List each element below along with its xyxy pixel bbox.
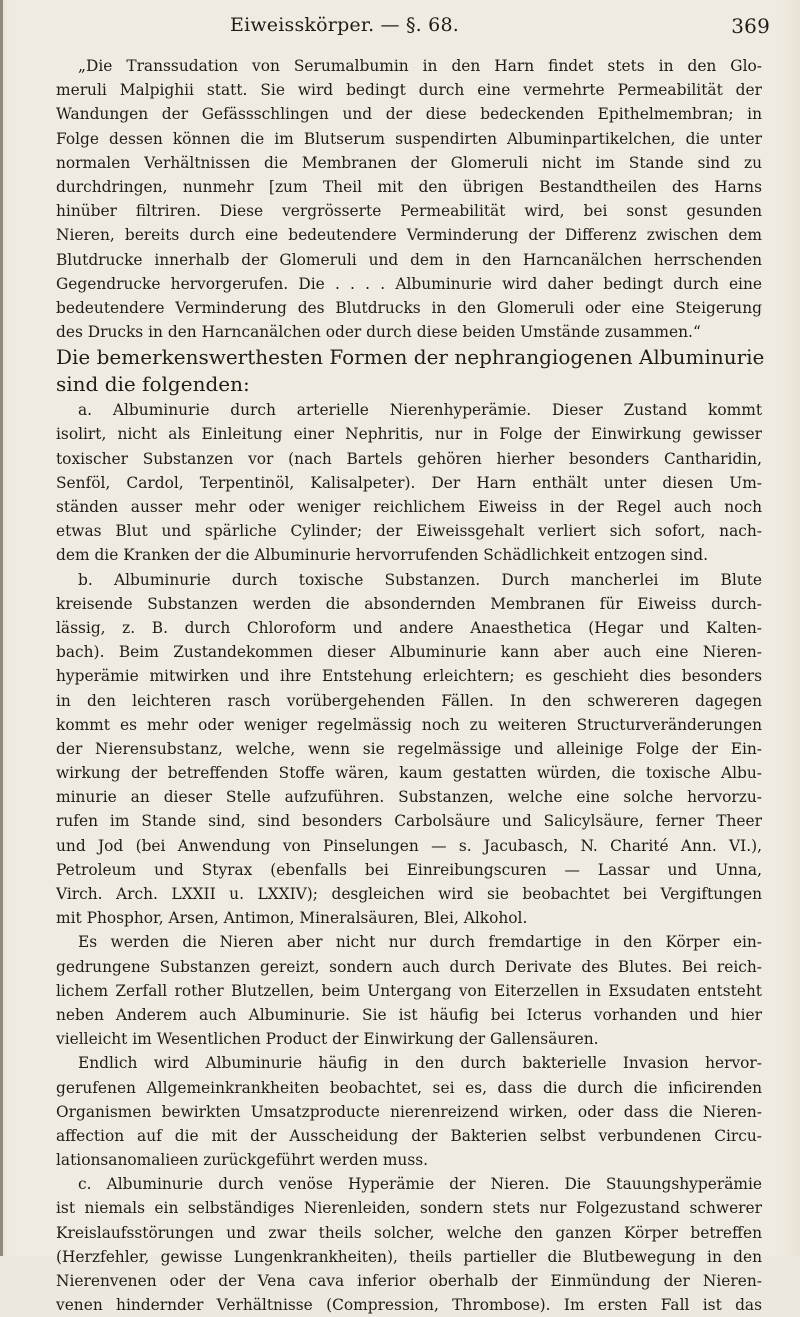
text-line: (Herzfehler, gewisse Lungenkrankheiten), theils partieller die Blutbewegung in den (56, 1247, 762, 1266)
text-line: a. Albuminurie durch arterielle Nierenhyperämie. Dieser Zustand kommt (78, 401, 762, 420)
text-line: mit Phosphor, Arsen, Antimon, Mineralsäuren, Blei, Alkohol. (56, 909, 528, 928)
text-line: rufen im Stande sind, sind besonders Carbolsäure und Salicylsäure, ferner Theer (56, 812, 762, 831)
text-line: gedrungene Substanzen gereizt, sondern auch durch Derivate des Blutes. Bei reich- (56, 957, 762, 976)
text-line: Blutdrucke innerhalb der Glomeruli und dem in den Harncanälchen herrschenden (56, 250, 762, 269)
text-line: gerufenen Allgemeinkrankheiten beobachtet, sei es, dass die durch die inficirenden (56, 1078, 762, 1097)
text-line: toxischer Substanzen vor (nach Bartels gehören hierher besonders Cantharidin, (56, 449, 762, 468)
text-line: Senföl, Cardol, Terpentinöl, Kalisalpeter). Der Harn enthält unter diesen Um- (56, 473, 762, 492)
section-heading (56, 344, 765, 398)
text-line: durchdringen, nunmehr [zum Theil mit den übrigen Bestandtheilen des Harns (56, 177, 762, 196)
text-line: bedeutendere Verminderung des Blutdrucks in den Glomeruli oder eine Steigerung (56, 298, 762, 317)
page-header (230, 14, 770, 42)
text-line: Nieren, bereits durch eine bedeutendere Verminderung der Differenz zwischen dem (56, 226, 762, 245)
text-line: Nierenvenen oder der Vena cava inferior oberhalb der Einmündung der Nieren- (56, 1272, 762, 1290)
heading-line: Die bemerkenswerthesten Formen der nephrangiogenen Albuminurie (56, 345, 765, 370)
text-line: wirkung der betreffenden Stoffe wären, kaum gestatten würden, die toxische Albu- (56, 764, 762, 783)
text-line: Virch. Arch. LXXII u. LXXIV); desgleichen wird sie beobachtet bei Vergiftungen (56, 885, 762, 903)
binding-edge (0, 0, 3, 1256)
text-line: neben Anderem auch Albuminurie. Sie ist häufig bei Icterus vorhanden und hier (56, 1005, 762, 1024)
text-line: hinüber filtriren. Diese vergrösserte Permeabilität wird, bei sonst gesunden (56, 202, 762, 221)
text-line: normalen Verhältnissen die Membranen der Glomeruli nicht im Stande sind zu (56, 153, 762, 172)
heading-line: sind die folgenden: (56, 372, 250, 397)
text-line: isolirt, nicht als Einleitung einer Nephritis, nur in Folge der Einwirkung gewisser (56, 425, 762, 444)
text-line: etwas Blut und spärliche Cylinder; der Eiweissgehalt verliert sich sofort, nach- (56, 522, 762, 541)
text-line: dem die Kranken der die Albuminurie hervorrufenden Schädlichkeit entzogen sind. (56, 546, 708, 565)
paragraph-b (56, 568, 762, 931)
paragraph-endlich (56, 1051, 762, 1172)
page-number: 369 (731, 14, 770, 38)
text-line: des Drucks in den Harncanälchen oder durch diese beiden Umstände zusammen.“ (56, 323, 701, 342)
text-line: meruli Malpighii statt. Sie wird bedingt durch eine vermehrte Permeabilität der (56, 81, 762, 100)
text-line: Endlich wird Albuminurie häufig in den durch bakterielle Invasion hervor- (78, 1054, 762, 1073)
text-line: venen hindernder Verhältnisse (Compression, Thrombose). Im ersten Fall ist das (56, 1296, 762, 1315)
quote-paragraph (56, 54, 762, 344)
text-line: ständen ausser mehr oder weniger reichlichem Eiweiss in der Regel auch noch (56, 498, 762, 516)
text-line: in den leichteren rasch vorübergehenden Fällen. In den schwereren dagegen (56, 691, 762, 710)
text-line: b. Albuminurie durch toxische Substanzen. Durch mancherlei im Blute (78, 570, 762, 589)
body-text (56, 54, 765, 1317)
paragraph-c (56, 1172, 762, 1317)
text-line: Es werden die Nieren aber nicht nur durch fremdartige in den Körper ein- (78, 933, 762, 952)
paragraph-a (56, 398, 762, 567)
text-line: bach). Beim Zustandekommen dieser Albuminurie kann aber auch eine Nieren- (56, 643, 762, 662)
text-line: Wandungen der Gefässschlingen und der diese bedeckenden Epithelmembran; in (56, 105, 762, 124)
paragraph-nieren (56, 930, 762, 1051)
text-line: Gegendrucke hervorgerufen. Die . . . . Albuminurie wird daher bedingt durch eine (56, 274, 762, 293)
text-line: kommt es mehr oder weniger regelmässig noch zu weiteren Structurveränderungen (56, 715, 762, 734)
text-line: Organismen bewirkten Umsatzproducte nierenreizend wirken, oder dass die Nieren- (56, 1102, 762, 1121)
text-line: lichem Zerfall rother Blutzellen, beim Untergang von Eiterzellen in Exsudaten entsteht (56, 981, 762, 1000)
text-line: lässig, z. B. durch Chloroform und andere Anaesthetica (Hegar und Kalten- (56, 618, 762, 637)
text-line: minurie an dieser Stelle aufzuführen. Substanzen, welche eine solche hervorzu- (56, 788, 762, 807)
running-head: Eiweisskörper. — §. 68. (230, 14, 459, 36)
text-line: affection auf die mit der Ausscheidung der Bakterien selbst verbundenen Circu- (56, 1126, 762, 1145)
text-line: Folge dessen können die im Blutserum suspendirten Albuminpartikelchen, die unter (56, 129, 762, 148)
text-line: c. Albuminurie durch venöse Hyperämie der Nieren. Die Stauungshyperämie (78, 1175, 762, 1194)
text-line: lationsanomalieen zurückgeführt werden muss. (56, 1151, 429, 1170)
text-line: hyperämie mitwirken und ihre Entstehung erleichtern; es geschieht dies besonders (56, 667, 762, 686)
text-line: vielleicht im Wesentlichen Product der Einwirkung der Gallensäuren. (56, 1030, 599, 1049)
text-line: kreisende Substanzen werden die absondernden Membranen für Eiweiss durch- (56, 594, 762, 613)
text-line: „Die Transsudation von Serumalbumin in den Harn findet stets in den Glo- (78, 57, 762, 75)
text-line: Kreislaufsstörungen und zwar theils solcher, welche den ganzen Körper betreffen (56, 1223, 762, 1242)
text-line: und Jod (bei Anwendung von Pinselungen — s. Jacubasch, N. Charité Ann. VI.), (56, 836, 762, 855)
text-line: ist niemals ein selbständiges Nierenleiden, sondern stets nur Folgezustand schwerer (56, 1199, 762, 1218)
text-line: der Nierensubstanz, welche, wenn sie regelmässige und alleinige Folge der Ein- (56, 739, 762, 758)
text-line: Petroleum und Styrax (ebenfalls bei Einreibungscuren — Lassar und Unna, (56, 860, 762, 879)
